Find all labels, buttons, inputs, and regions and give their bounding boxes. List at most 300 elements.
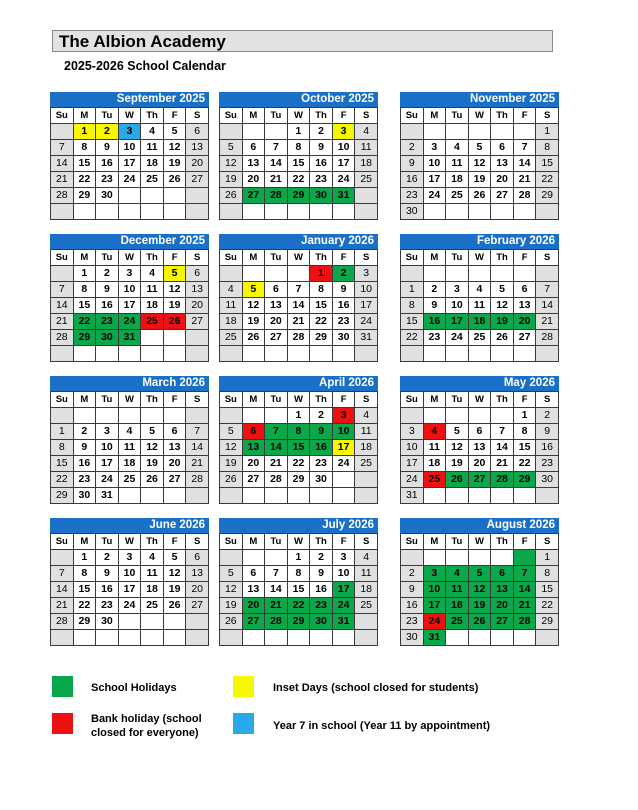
day-cell: 14 — [265, 156, 288, 172]
day-cell: 3 — [332, 408, 355, 424]
day-cell — [423, 408, 446, 424]
day-cell: 11 — [118, 440, 141, 456]
day-cell: 19 — [468, 598, 491, 614]
weekday-header: M — [242, 534, 265, 550]
day-cell: 19 — [163, 298, 186, 314]
day-cell: 26 — [220, 472, 243, 488]
day-cell: 24 — [118, 314, 141, 330]
weekday-header: Tu — [96, 534, 119, 550]
weekday-header: M — [423, 392, 446, 408]
day-cell: 3 — [118, 550, 141, 566]
day-cell: 9 — [96, 566, 119, 582]
day-cell — [446, 488, 469, 504]
day-cell: 10 — [118, 282, 141, 298]
legend-label-holidays: School Holidays — [91, 682, 177, 694]
day-cell: 30 — [96, 330, 119, 346]
day-cell — [491, 408, 514, 424]
day-cell: 22 — [401, 330, 424, 346]
weekday-header: S — [355, 250, 378, 266]
day-cell — [446, 266, 469, 282]
weekday-header: Su — [401, 108, 424, 124]
day-cell: 11 — [446, 582, 469, 598]
day-cell: 8 — [401, 298, 424, 314]
weekday-header: W — [287, 250, 310, 266]
day-cell: 26 — [491, 330, 514, 346]
day-cell: 27 — [163, 472, 186, 488]
day-cell: 27 — [513, 330, 536, 346]
day-cell: 15 — [310, 298, 333, 314]
day-cell: 25 — [468, 330, 491, 346]
day-cell: 7 — [51, 282, 74, 298]
day-cell: 2 — [310, 124, 333, 140]
day-cell: 3 — [401, 424, 424, 440]
day-cell: 13 — [491, 156, 514, 172]
day-cell: 4 — [141, 266, 164, 282]
day-cell — [242, 266, 265, 282]
month-grid — [400, 107, 559, 220]
day-cell — [265, 204, 288, 220]
day-cell: 22 — [51, 472, 74, 488]
day-cell — [468, 124, 491, 140]
day-cell: 15 — [73, 298, 96, 314]
day-cell: 8 — [73, 566, 96, 582]
day-cell: 20 — [186, 298, 209, 314]
day-cell: 30 — [310, 472, 333, 488]
day-cell — [141, 204, 164, 220]
weekday-header: W — [287, 534, 310, 550]
page-subtitle: 2025-2026 School Calendar — [64, 59, 226, 73]
day-cell — [51, 204, 74, 220]
month-header: February 2026 — [400, 234, 559, 249]
month-calendar — [219, 234, 378, 362]
weekday-header: M — [242, 250, 265, 266]
weekday-header: F — [513, 392, 536, 408]
legend-swatch-green — [52, 676, 73, 697]
day-cell: 25 — [355, 598, 378, 614]
day-cell — [265, 488, 288, 504]
day-cell: 9 — [310, 424, 333, 440]
day-cell: 17 — [96, 456, 119, 472]
day-cell: 14 — [265, 582, 288, 598]
day-cell: 21 — [186, 456, 209, 472]
day-cell: 6 — [242, 424, 265, 440]
day-cell: 8 — [73, 282, 96, 298]
day-cell: 13 — [186, 140, 209, 156]
day-cell: 8 — [287, 566, 310, 582]
weekday-header: Tu — [265, 534, 288, 550]
day-cell: 28 — [513, 614, 536, 630]
day-cell: 8 — [536, 566, 559, 582]
day-cell: 16 — [401, 172, 424, 188]
day-cell: 13 — [242, 156, 265, 172]
day-cell: 31 — [332, 188, 355, 204]
day-cell — [513, 266, 536, 282]
day-cell: 19 — [446, 456, 469, 472]
day-cell — [220, 488, 243, 504]
day-cell — [491, 630, 514, 646]
day-cell — [401, 266, 424, 282]
day-cell: 18 — [141, 156, 164, 172]
day-cell — [73, 346, 96, 362]
day-cell: 31 — [355, 330, 378, 346]
month-header: June 2026 — [50, 518, 209, 533]
day-cell: 7 — [287, 282, 310, 298]
day-cell: 22 — [310, 314, 333, 330]
month-grid — [219, 107, 378, 220]
day-cell: 18 — [468, 314, 491, 330]
day-cell: 26 — [446, 472, 469, 488]
day-cell — [536, 630, 559, 646]
day-cell: 23 — [332, 314, 355, 330]
day-cell: 15 — [73, 156, 96, 172]
month-calendar — [400, 92, 559, 220]
day-cell: 6 — [186, 550, 209, 566]
day-cell — [423, 488, 446, 504]
weekday-header: Th — [310, 250, 333, 266]
day-cell: 16 — [332, 298, 355, 314]
day-cell: 29 — [51, 488, 74, 504]
day-cell — [118, 614, 141, 630]
day-cell: 7 — [265, 140, 288, 156]
day-cell — [446, 124, 469, 140]
day-cell: 18 — [446, 598, 469, 614]
day-cell: 10 — [332, 566, 355, 582]
weekday-header: Tu — [446, 250, 469, 266]
day-cell: 24 — [118, 172, 141, 188]
day-cell: 15 — [536, 156, 559, 172]
day-cell: 22 — [73, 172, 96, 188]
day-cell: 7 — [513, 566, 536, 582]
weekday-header: M — [73, 534, 96, 550]
day-cell: 4 — [423, 424, 446, 440]
day-cell: 21 — [265, 598, 288, 614]
weekday-header: Th — [491, 108, 514, 124]
day-cell: 19 — [491, 314, 514, 330]
day-cell: 12 — [220, 440, 243, 456]
day-cell: 3 — [118, 266, 141, 282]
weekday-header: Th — [310, 392, 333, 408]
day-cell: 20 — [513, 314, 536, 330]
weekday-header: W — [468, 392, 491, 408]
day-cell — [491, 266, 514, 282]
day-cell: 2 — [96, 550, 119, 566]
day-cell — [468, 488, 491, 504]
day-cell: 6 — [242, 140, 265, 156]
day-cell: 2 — [73, 424, 96, 440]
day-cell: 1 — [51, 424, 74, 440]
day-cell: 16 — [73, 456, 96, 472]
day-cell: 6 — [513, 282, 536, 298]
day-cell: 15 — [287, 156, 310, 172]
day-cell: 1 — [73, 124, 96, 140]
day-cell — [513, 124, 536, 140]
weekday-header: S — [186, 108, 209, 124]
day-cell: 25 — [141, 172, 164, 188]
day-cell — [468, 630, 491, 646]
day-cell: 15 — [287, 440, 310, 456]
day-cell — [220, 346, 243, 362]
day-cell — [141, 330, 164, 346]
day-cell: 12 — [163, 140, 186, 156]
day-cell: 3 — [118, 124, 141, 140]
day-cell — [220, 630, 243, 646]
day-cell — [536, 204, 559, 220]
day-cell: 10 — [355, 282, 378, 298]
day-cell: 20 — [163, 456, 186, 472]
day-cell — [355, 346, 378, 362]
weekday-header: S — [355, 392, 378, 408]
day-cell: 13 — [265, 298, 288, 314]
weekday-header: S — [536, 108, 559, 124]
day-cell — [265, 550, 288, 566]
day-cell — [265, 346, 288, 362]
weekday-header: F — [513, 534, 536, 550]
day-cell — [446, 630, 469, 646]
weekday-header: Su — [401, 534, 424, 550]
day-cell: 7 — [186, 424, 209, 440]
day-cell: 29 — [287, 472, 310, 488]
day-cell — [287, 488, 310, 504]
day-cell: 13 — [513, 298, 536, 314]
day-cell: 21 — [51, 172, 74, 188]
weekday-header: Tu — [446, 534, 469, 550]
day-cell: 16 — [96, 582, 119, 598]
day-cell: 26 — [220, 614, 243, 630]
day-cell: 9 — [423, 298, 446, 314]
day-cell: 5 — [163, 266, 186, 282]
day-cell: 10 — [423, 582, 446, 598]
day-cell: 18 — [141, 582, 164, 598]
day-cell — [265, 124, 288, 140]
day-cell: 25 — [220, 330, 243, 346]
day-cell: 11 — [355, 140, 378, 156]
day-cell: 28 — [265, 472, 288, 488]
day-cell: 17 — [118, 582, 141, 598]
day-cell: 28 — [51, 330, 74, 346]
day-cell: 9 — [332, 282, 355, 298]
day-cell: 5 — [491, 282, 514, 298]
day-cell: 22 — [513, 456, 536, 472]
day-cell — [163, 408, 186, 424]
day-cell — [163, 188, 186, 204]
day-cell — [73, 204, 96, 220]
weekday-header: W — [118, 250, 141, 266]
day-cell: 17 — [118, 298, 141, 314]
day-cell: 1 — [401, 282, 424, 298]
day-cell: 21 — [491, 456, 514, 472]
weekday-header: M — [423, 534, 446, 550]
day-cell: 29 — [73, 330, 96, 346]
day-cell: 10 — [423, 156, 446, 172]
day-cell: 14 — [51, 156, 74, 172]
day-cell: 21 — [51, 314, 74, 330]
day-cell: 28 — [491, 472, 514, 488]
day-cell: 25 — [141, 314, 164, 330]
day-cell: 16 — [96, 156, 119, 172]
day-cell — [355, 204, 378, 220]
weekday-header: M — [423, 108, 446, 124]
day-cell: 14 — [536, 298, 559, 314]
day-cell — [423, 204, 446, 220]
day-cell: 16 — [401, 598, 424, 614]
day-cell: 23 — [401, 614, 424, 630]
day-cell — [220, 204, 243, 220]
day-cell — [423, 346, 446, 362]
month-header: August 2026 — [400, 518, 559, 533]
day-cell: 5 — [141, 424, 164, 440]
day-cell: 24 — [446, 330, 469, 346]
day-cell: 29 — [536, 614, 559, 630]
day-cell: 8 — [51, 440, 74, 456]
day-cell — [163, 204, 186, 220]
day-cell: 6 — [468, 424, 491, 440]
day-cell: 27 — [186, 314, 209, 330]
day-cell: 15 — [401, 314, 424, 330]
day-cell: 6 — [491, 566, 514, 582]
weekday-header: Tu — [446, 392, 469, 408]
day-cell: 9 — [310, 140, 333, 156]
day-cell: 22 — [73, 314, 96, 330]
weekday-header: W — [468, 534, 491, 550]
month-grid — [50, 533, 209, 646]
day-cell: 21 — [265, 172, 288, 188]
day-cell: 17 — [332, 156, 355, 172]
day-cell: 27 — [468, 472, 491, 488]
day-cell: 18 — [141, 298, 164, 314]
day-cell: 3 — [332, 124, 355, 140]
day-cell — [513, 550, 536, 566]
day-cell: 31 — [96, 488, 119, 504]
day-cell — [51, 266, 74, 282]
weekday-header: S — [536, 250, 559, 266]
day-cell — [51, 408, 74, 424]
day-cell: 18 — [423, 456, 446, 472]
day-cell — [513, 630, 536, 646]
day-cell: 5 — [446, 424, 469, 440]
day-cell — [287, 266, 310, 282]
day-cell: 13 — [186, 282, 209, 298]
month-header: November 2025 — [400, 92, 559, 107]
day-cell: 6 — [491, 140, 514, 156]
day-cell: 17 — [401, 456, 424, 472]
day-cell: 15 — [287, 582, 310, 598]
weekday-header: S — [186, 250, 209, 266]
day-cell: 2 — [310, 550, 333, 566]
day-cell — [287, 346, 310, 362]
day-cell — [96, 408, 119, 424]
day-cell: 9 — [310, 566, 333, 582]
day-cell: 9 — [536, 424, 559, 440]
day-cell — [73, 408, 96, 424]
weekday-header: F — [163, 250, 186, 266]
legend-label-year7: Year 7 in school (Year 11 by appointment) — [273, 720, 491, 732]
day-cell — [287, 630, 310, 646]
day-cell: 14 — [287, 298, 310, 314]
day-cell: 9 — [96, 282, 119, 298]
day-cell: 19 — [163, 582, 186, 598]
day-cell: 20 — [265, 314, 288, 330]
day-cell: 15 — [536, 582, 559, 598]
day-cell: 8 — [287, 140, 310, 156]
weekday-header: Th — [141, 392, 164, 408]
weekday-header: F — [163, 108, 186, 124]
weekday-header: S — [186, 534, 209, 550]
day-cell: 30 — [401, 630, 424, 646]
day-cell: 9 — [96, 140, 119, 156]
day-cell: 24 — [355, 314, 378, 330]
day-cell: 12 — [491, 298, 514, 314]
day-cell — [163, 614, 186, 630]
month-grid — [400, 533, 559, 646]
day-cell — [332, 472, 355, 488]
day-cell — [355, 188, 378, 204]
weekday-header: W — [468, 250, 491, 266]
day-cell: 20 — [242, 172, 265, 188]
day-cell — [446, 204, 469, 220]
day-cell — [491, 550, 514, 566]
day-cell: 23 — [96, 598, 119, 614]
day-cell — [51, 346, 74, 362]
day-cell: 2 — [96, 266, 119, 282]
month-header: December 2025 — [50, 234, 209, 249]
day-cell — [242, 488, 265, 504]
day-cell: 19 — [468, 172, 491, 188]
day-cell — [310, 204, 333, 220]
day-cell: 7 — [491, 424, 514, 440]
weekday-header: Tu — [265, 392, 288, 408]
day-cell: 30 — [96, 188, 119, 204]
day-cell: 30 — [536, 472, 559, 488]
day-cell: 29 — [73, 614, 96, 630]
day-cell — [141, 408, 164, 424]
day-cell: 11 — [355, 424, 378, 440]
day-cell: 25 — [141, 598, 164, 614]
day-cell: 28 — [186, 472, 209, 488]
day-cell — [423, 124, 446, 140]
weekday-header: Tu — [265, 108, 288, 124]
weekday-header: M — [423, 250, 446, 266]
weekday-header: Th — [310, 534, 333, 550]
day-cell — [96, 204, 119, 220]
legend-swatch-red — [52, 713, 73, 734]
weekday-header: M — [73, 108, 96, 124]
month-calendar — [50, 376, 209, 504]
day-cell — [51, 630, 74, 646]
day-cell: 28 — [265, 188, 288, 204]
day-cell: 2 — [96, 124, 119, 140]
weekday-header: Th — [141, 250, 164, 266]
day-cell: 3 — [332, 550, 355, 566]
weekday-header: Th — [141, 534, 164, 550]
day-cell — [468, 550, 491, 566]
day-cell: 20 — [186, 582, 209, 598]
day-cell: 4 — [355, 124, 378, 140]
day-cell: 5 — [468, 140, 491, 156]
weekday-header: S — [355, 108, 378, 124]
day-cell: 3 — [423, 140, 446, 156]
day-cell: 19 — [141, 456, 164, 472]
day-cell — [265, 630, 288, 646]
day-cell: 19 — [220, 456, 243, 472]
day-cell: 25 — [446, 188, 469, 204]
day-cell: 11 — [141, 282, 164, 298]
day-cell: 24 — [332, 598, 355, 614]
day-cell: 22 — [536, 598, 559, 614]
weekday-header: W — [287, 392, 310, 408]
day-cell — [310, 488, 333, 504]
day-cell — [265, 266, 288, 282]
day-cell — [96, 346, 119, 362]
